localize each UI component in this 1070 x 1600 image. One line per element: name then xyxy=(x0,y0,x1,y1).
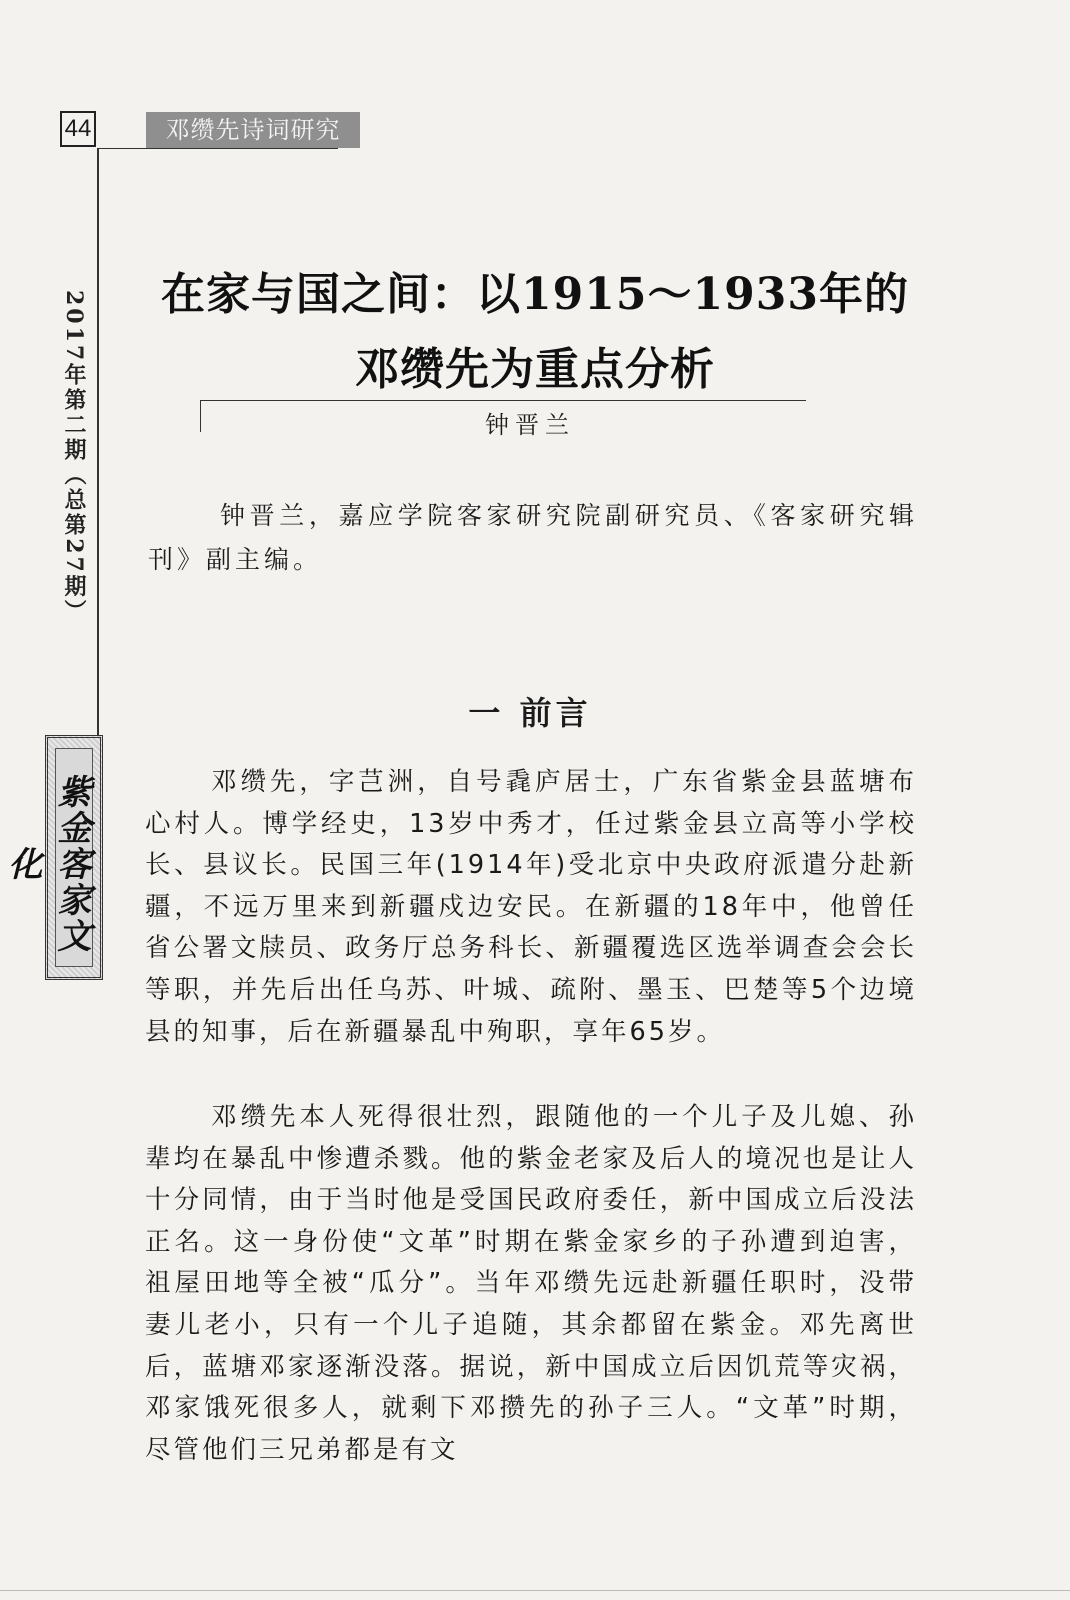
article-title-line-1: 在家与国之间：以1915～1933年的 xyxy=(161,269,909,320)
page-number: 44 xyxy=(60,111,96,147)
side-rule xyxy=(97,148,99,748)
author-bio: 钟晋兰，嘉应学院客家研究院副研究员、《客家研究辑刊》副主编。 xyxy=(148,501,918,574)
byline-rule xyxy=(200,400,806,401)
body-paragraph: 邓缵先本人死得很壮烈，跟随他的一个儿子及儿媳、孙辈均在暴乱中惨遭杀戮。他的紫金老家及后人的境况也是让人十分同情，由于当时他是受国民政府委任，新中国成立后没法正名。这一身份使“文革”时期在紫金家乡的子孙遭到迫害，祖屋田地等全被“瓜分”。当年邓缵先远赴新疆任职时，没带妻儿老小，只有一个儿子追随，其余都留在紫金。邓先离世后，蓝塘邓家逐渐没落。据说，新中国成立后因饥荒等灾祸，邓家饿死很多人，就剩下邓攒先的孙子三人。“文革”时期，尽管他们三兄弟都是有文 xyxy=(145,1102,917,1465)
header-rule xyxy=(98,148,338,149)
section-tag: 邓缵先诗词研究 xyxy=(146,112,360,148)
logo-frame xyxy=(2,748,93,967)
logo-text: 紫金客家文化 xyxy=(2,773,91,954)
journal-logo xyxy=(2,735,103,980)
body-paragraph: 邓缵先，字芑洲，自号毳庐居士，广东省紫金县蓝塘布心村人。博学经史，13岁中秀才，任过紫金县立高等小学校长、县议长。民国三年(1914年)受北京中央政府派遣分赴新疆，不远万里来到新疆戍边安民。在新疆的18年中，他曾任省公署文牍员、政务厅总务科长、新疆覆选区选举调查会会长等职，并先后出任乌苏、叶城、疏附、墨玉、巴楚等5个边境县的知事，后在新疆暴乱中殉职，享年65岁。 xyxy=(145,767,917,1047)
issue-info: 2017年第二期（总第27期） xyxy=(61,290,87,625)
author-name: 钟晋兰 xyxy=(485,411,575,439)
article-title-line-2: 邓缵先为重点分析 xyxy=(355,344,715,395)
section-heading: 一 前言 xyxy=(468,694,592,732)
page-bottom-edge xyxy=(0,1590,1070,1591)
byline-tick xyxy=(200,400,201,432)
